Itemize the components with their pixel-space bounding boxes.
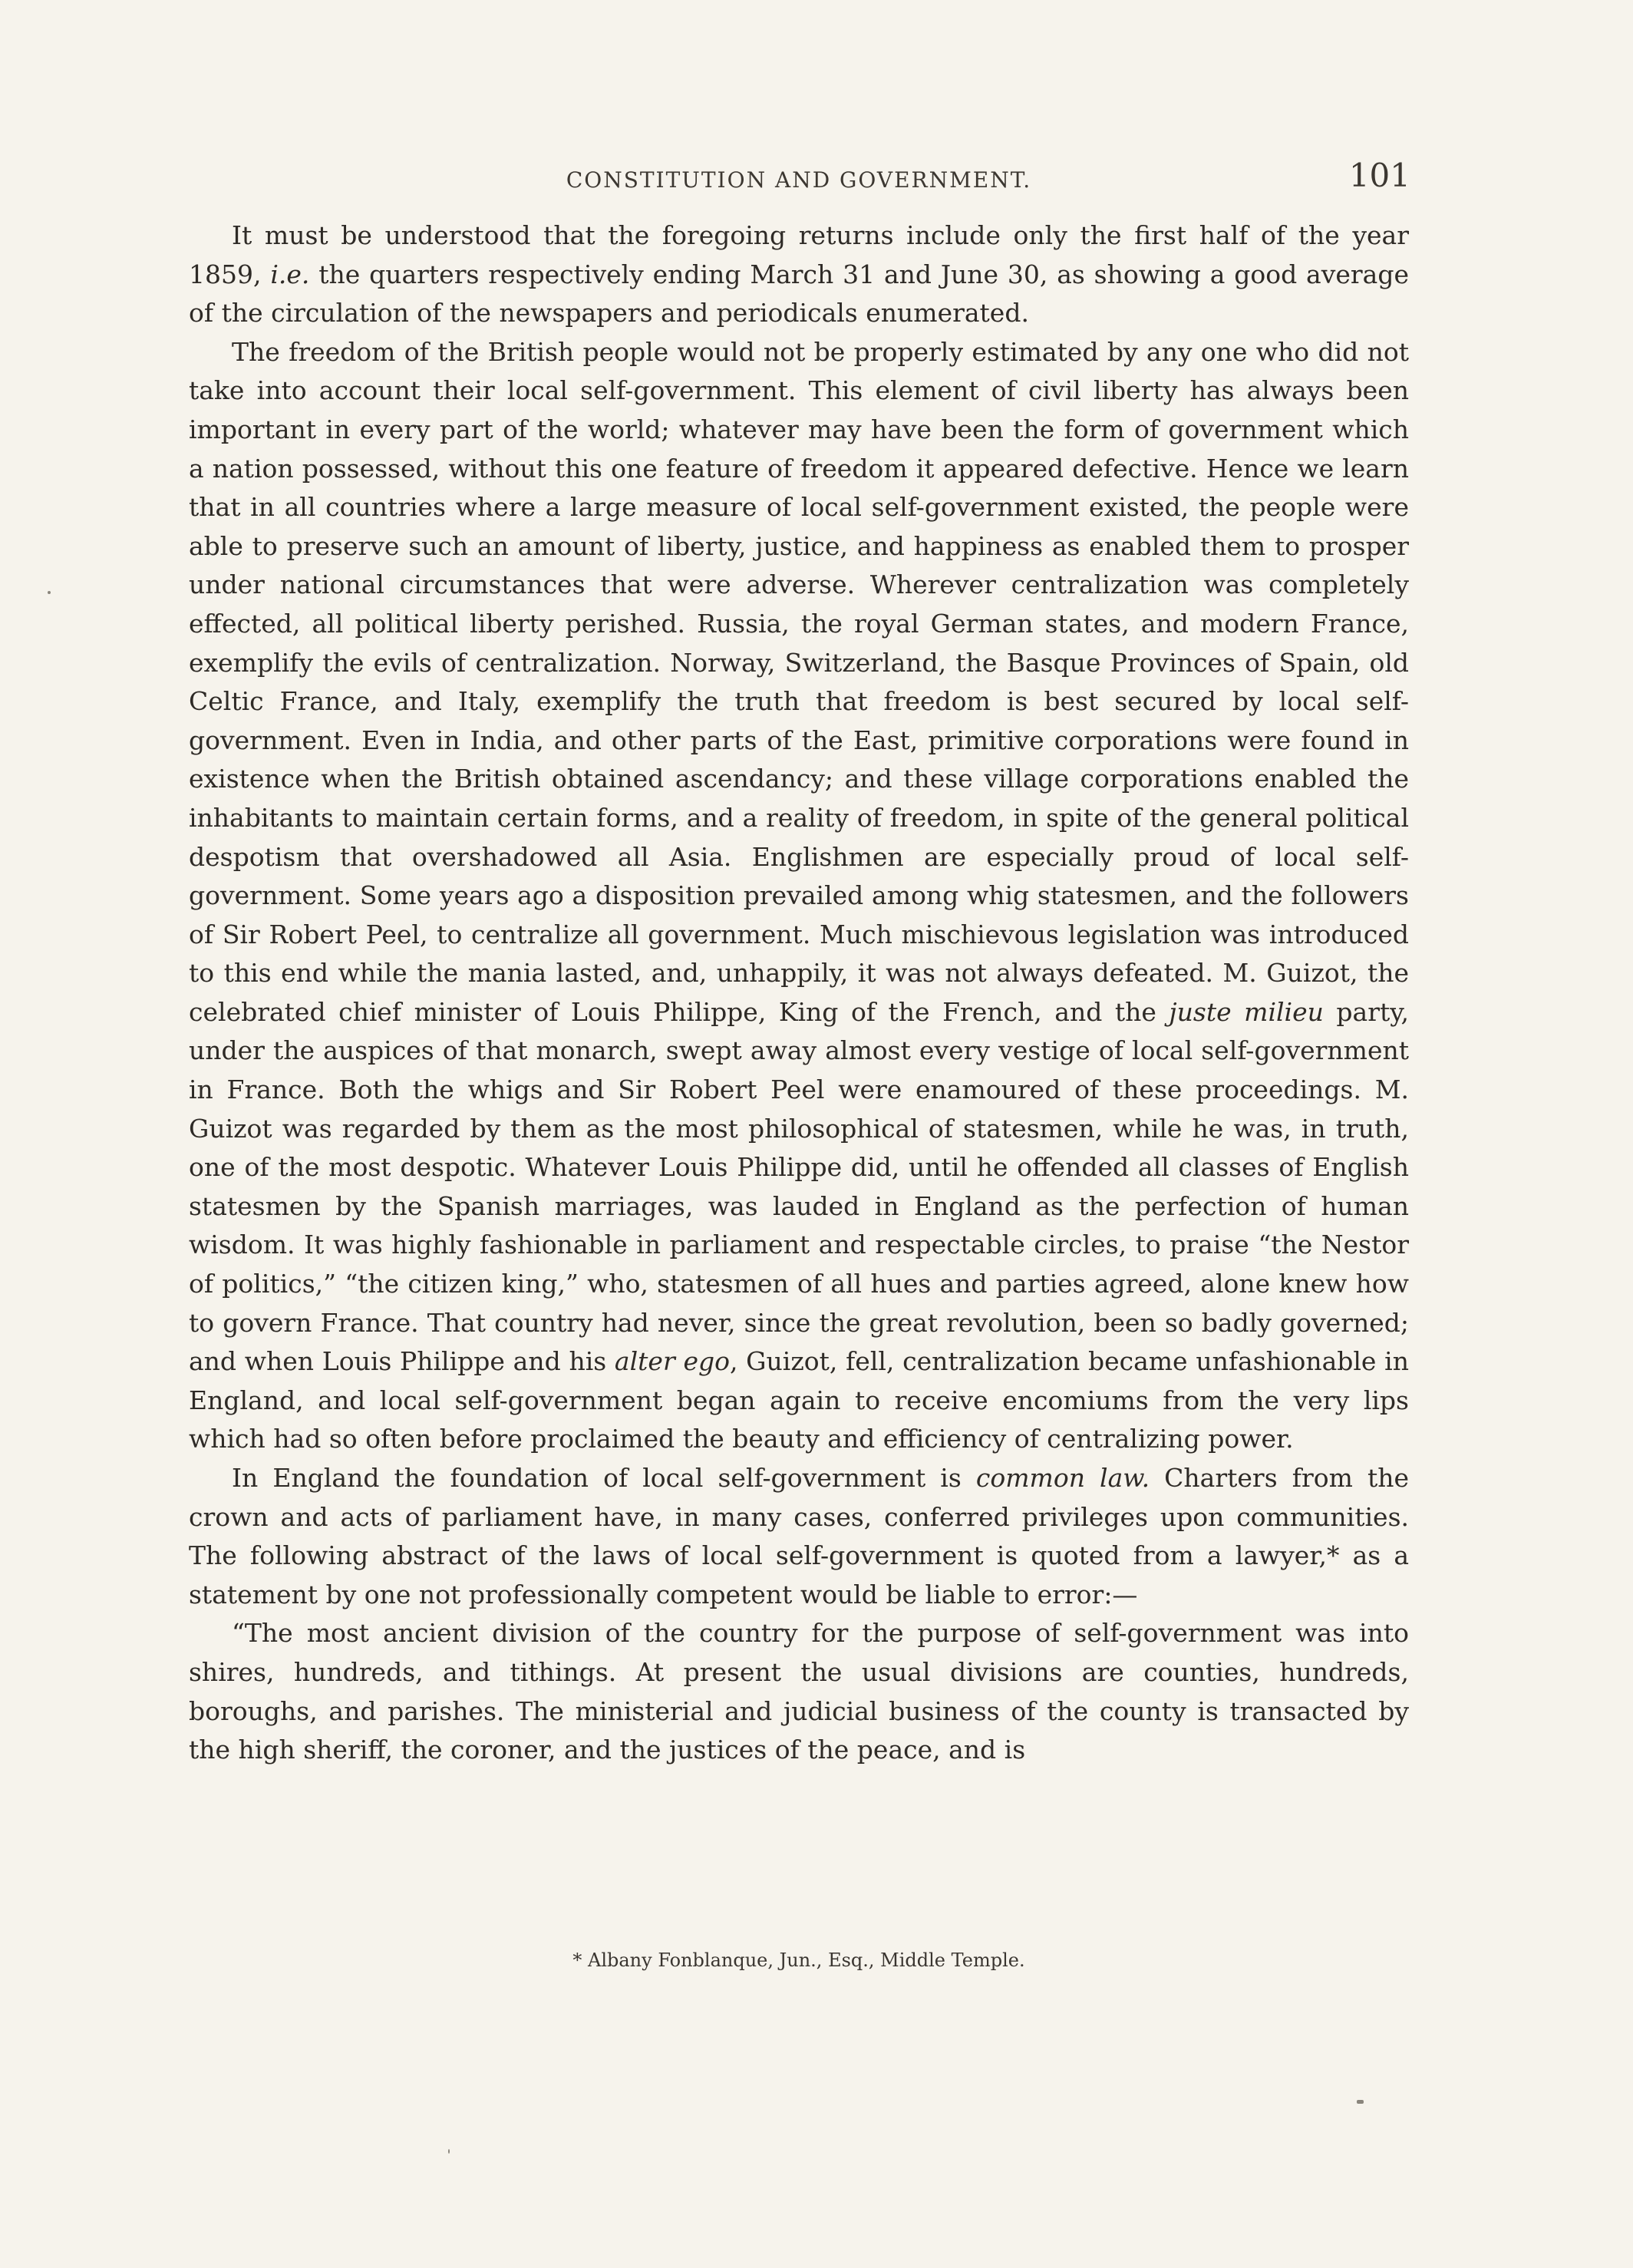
- text-run: It must be understood that the foregoing returns include only the first half of the year 1859,: [189, 220, 1409, 289]
- text-run-italic: i.e.: [270, 259, 310, 289]
- text-run: “The most ancient division of the country for the purpose of self-government was into shires, hundreds, and tithings. At present the usual divisions are counties, hundreds, boroughs, and parishes. The ministerial and judicial business of the county is transacted by the high sheriff, the coroner, and the justices of the peace, and is: [189, 1618, 1409, 1765]
- paper-speck: [448, 2149, 450, 2154]
- paper-speck: [48, 591, 51, 594]
- text-run: Charters from the crown and acts of parliament have, in many cases, conferred privileges upon communities. The following abstract of the laws of local self-government is quoted from a lawyer,* as a statement by one not professionally competent would be liable to error:—: [189, 1463, 1410, 1609]
- paragraph-quotation: [189, 1614, 1409, 1769]
- body-text: [189, 216, 1409, 1770]
- paragraph-freedom: [189, 333, 1409, 1459]
- text-run: , Guizot, fell, centralization became unfashionable in England, and local self-government began again to receive encomiums from the very lips which had so often before proclaimed the beauty and efficiency of centralizing power.: [189, 1346, 1409, 1454]
- footnote: * Albany Fonblanque, Jun., Esq., Middle Temple.: [572, 1949, 1025, 1971]
- paragraph-returns: [189, 216, 1409, 333]
- text-run-italic: alter ego: [614, 1346, 730, 1377]
- text-run: the quarters respectively ending March 31 and June 30, as showing a good average of the circulation of the newspapers and periodicals enumerated.: [189, 259, 1410, 328]
- text-run-italic: common law.: [975, 1463, 1150, 1493]
- text-run: The freedom of the British people would not be properly estimated by any one who did not take into account their local self-government. This element of civil liberty has always been important in every part of the world; whatever may have been the form of government which a nation possessed, without this one feature of freedom it appeared defective. Hence we learn that in all countries where a large measure of local self-government existed, the people were able to preserve such an amount of liberty, justice, and happiness as enabled them to prosper under national circumstances that were adverse. Wherever centralization was completely effected, all political liberty perished. Russia, the royal German states, and modern France, exemplify the evils of centralization. Norway, Switzerland, the Basque Provinces of Spain, old Celtic France, and Italy, exemplify the truth that freedom is best secured by local self-government. Even in India, and other parts of the East, primitive corporations were found in existence when the British obtained ascendancy; and these village corporations enabled the inhabitants to maintain certain forms, and a reality of freedom, in spite of the general political despotism that overshadowed all Asia. Englishmen are especially proud of local self-government. Some years ago a disposition prevailed among whig statesmen, and the followers of Sir Robert Peel, to centralize all government. Much mischievous legislation was introduced to this end while the mania lasted, and, unhappily, it was not always defeated. M. Guizot, the celebrated chief minister of Louis Philippe, King of the French, and the: [189, 336, 1409, 1027]
- running-head: [187, 157, 1410, 201]
- text-run: In England the foundation of local self-government is: [232, 1463, 976, 1493]
- page-number: 101: [1348, 157, 1410, 194]
- paper-speck: [1357, 2100, 1364, 2104]
- paragraph-common-law: [189, 1459, 1409, 1614]
- text-run: party, under the auspices of that monarch, swept away almost every vestige of local self-government in France. Both the whigs and Sir Robert Peel were enamoured of these proceedings. M. Guizot was regarded by them as the most philosophical of statesmen, while he was, in truth, one of the most despotic. Whatever Louis Philippe did, until he offended all classes of English statesmen by the Spanish marriages, was lauded in England as the perfection of human wisdom. It was highly fashionable in parliament and respectable circles, to praise “the Nestor of politics,” “the citizen king,” who, statesmen of all hues and parties agreed, alone knew how to govern France. That country had never, since the great revolution, been so badly governed; and when Louis Philippe and his: [189, 996, 1409, 1377]
- running-title: CONSTITUTION AND GOVERNMENT.: [566, 167, 1032, 193]
- text-run-italic: juste milieu: [1169, 996, 1324, 1027]
